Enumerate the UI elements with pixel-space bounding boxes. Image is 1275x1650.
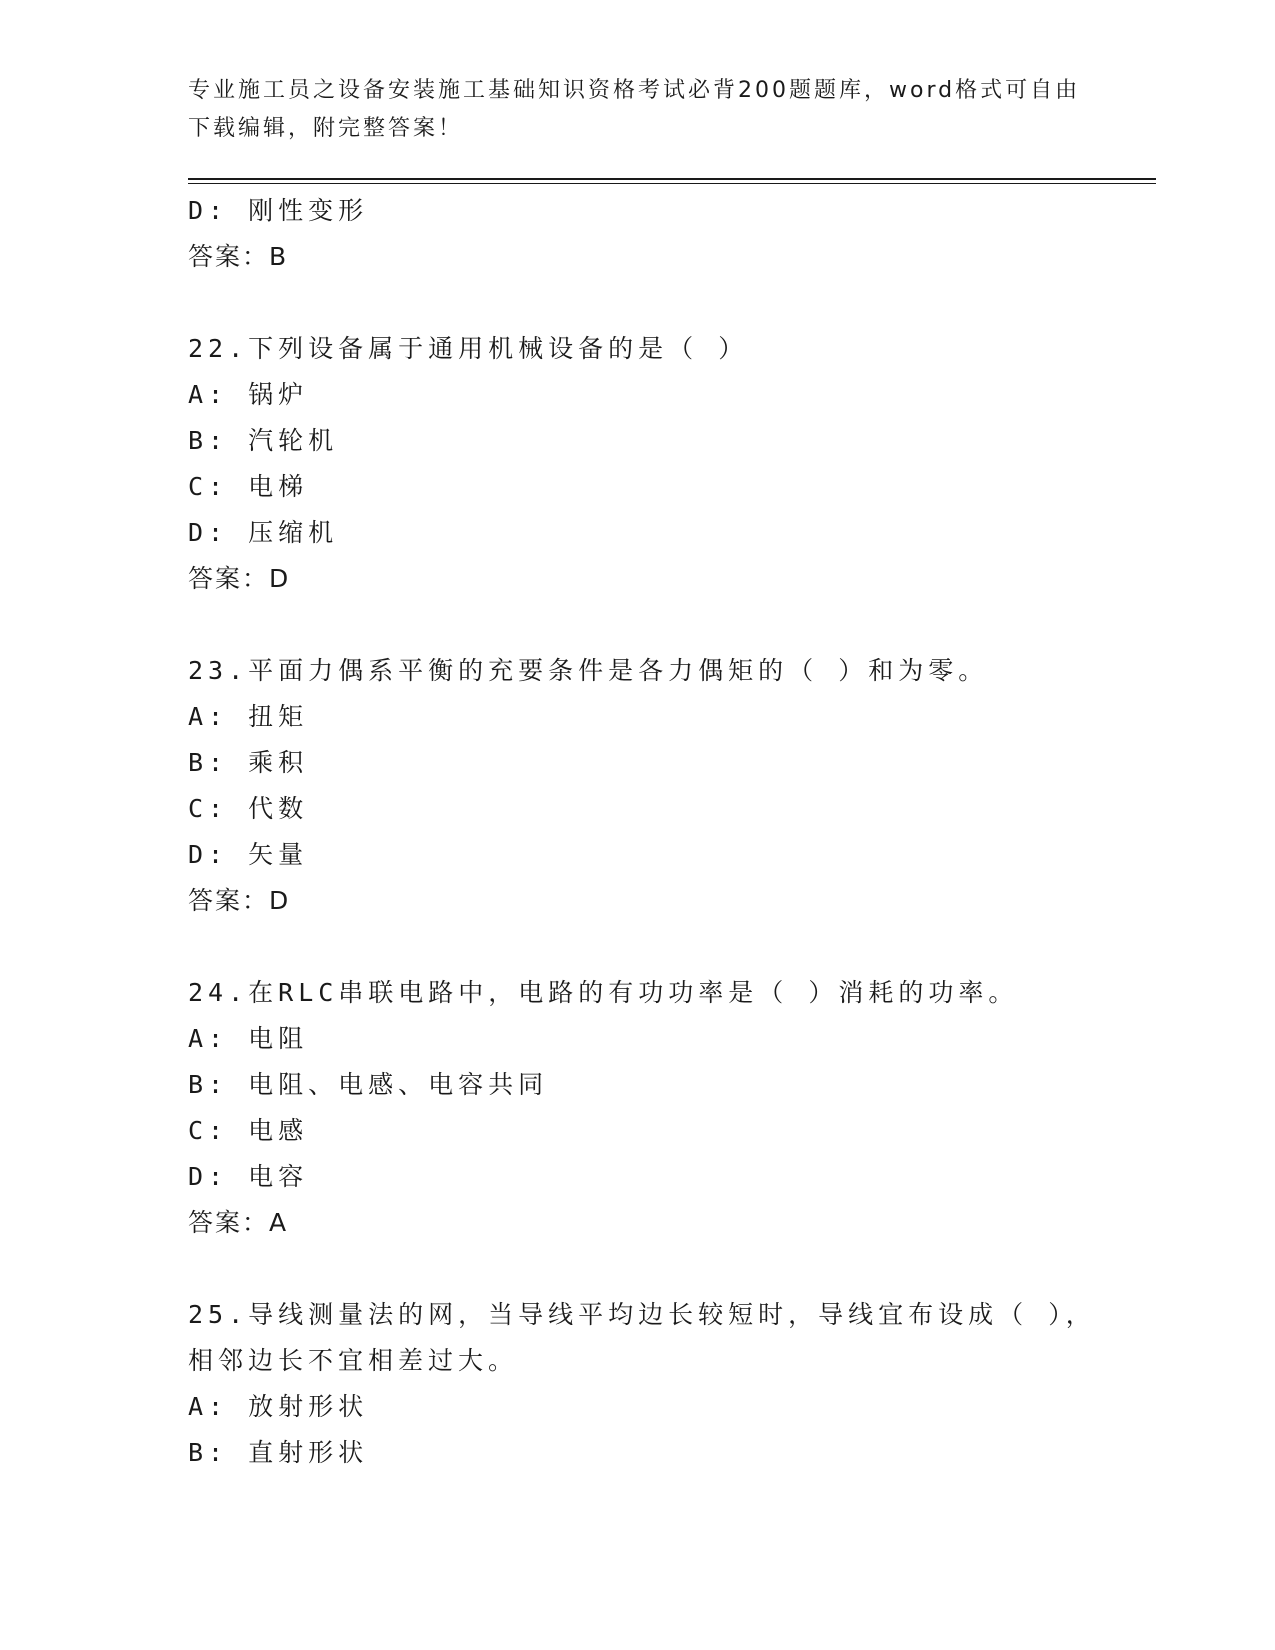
option-c: C: 代数: [188, 794, 309, 823]
question-list: [188, 188, 1096, 1476]
question-25: [188, 1292, 1096, 1476]
spacer: [188, 280, 1088, 326]
question-stem-line-1: 25.导线测量法的网，当导线平均边长较短时，导线宜布设成（ ），: [188, 1300, 1096, 1329]
option-a: A: 锅炉: [188, 380, 309, 409]
document-header: [188, 72, 1088, 148]
header-divider-thin: [188, 183, 1156, 184]
option-c: C: 电梯: [188, 472, 309, 501]
header-divider-thick: [188, 178, 1156, 180]
option-a: A: 电阻: [188, 1024, 309, 1053]
header-line-2: 下载编辑，附完整答案！: [188, 116, 464, 141]
option-c: C: 电感: [188, 1116, 309, 1145]
header-line-1: 专业施工员之设备安装施工基础知识资格考试必背200题题库，word格式可自由: [188, 78, 1081, 103]
prev-answer: 答案：B: [188, 242, 289, 271]
prev-option-d: D: 刚性变形: [188, 196, 369, 225]
option-b: B: 汽轮机: [188, 426, 339, 455]
option-d: D: 电容: [188, 1162, 309, 1191]
option-b: B: 直射形状: [188, 1438, 369, 1467]
question-stem: 22.下列设备属于通用机械设备的是（ ）: [188, 334, 749, 363]
answer: 答案：A: [188, 1208, 289, 1237]
spacer: [188, 602, 1088, 648]
question-stem: 24.在RLC串联电路中，电路的有功功率是（ ）消耗的功率。: [188, 978, 1019, 1007]
question-23: [188, 648, 1088, 924]
question-22: [188, 326, 1088, 602]
option-a: A: 扭矩: [188, 702, 309, 731]
spacer: [188, 924, 1088, 970]
spacer: [188, 1246, 1088, 1292]
question-stem: 23.平面力偶系平衡的充要条件是各力偶矩的（ ）和为零。: [188, 656, 989, 685]
option-a: A: 放射形状: [188, 1392, 369, 1421]
option-d: D: 矢量: [188, 840, 309, 869]
option-d: D: 压缩机: [188, 518, 339, 547]
answer: 答案：D: [188, 564, 291, 593]
question-24: [188, 970, 1088, 1246]
option-b: B: 乘积: [188, 748, 309, 777]
answer: 答案：D: [188, 886, 291, 915]
question-stem-line-2: 相邻边长不宜相差过大。: [188, 1346, 519, 1375]
option-b: B: 电阻、电感、电容共同: [188, 1070, 549, 1099]
